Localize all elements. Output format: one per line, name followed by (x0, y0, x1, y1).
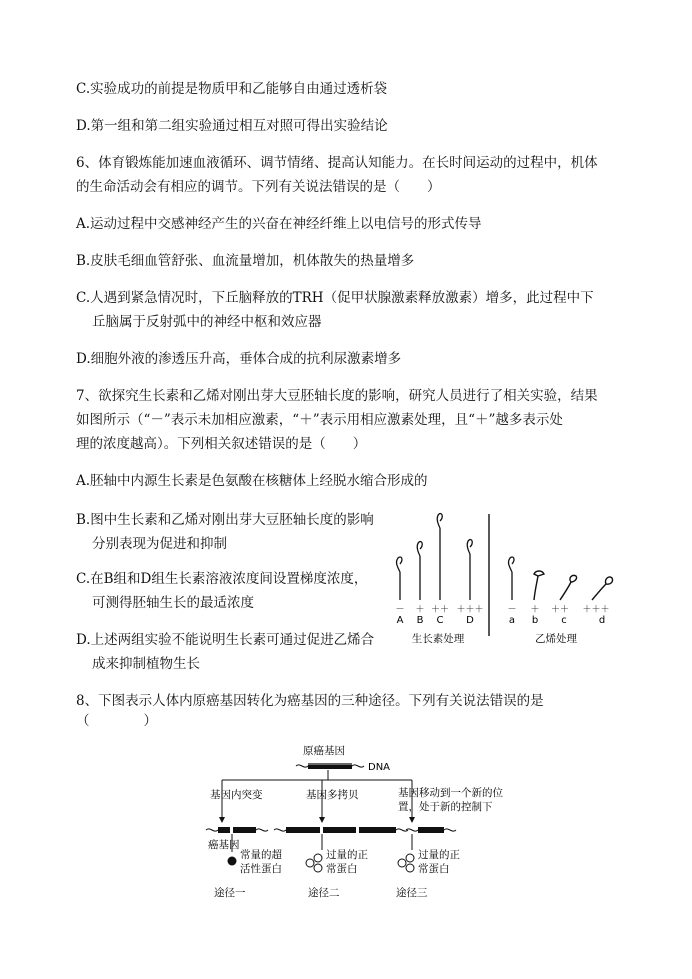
seedling-c-auxin (437, 514, 442, 600)
path-2-label: 途径二 (308, 887, 340, 899)
sign-b-ethylene: ＋ (530, 605, 540, 615)
sign-a-auxin: － (395, 605, 405, 615)
auxin-treatment-label: 生长素处理 (411, 633, 465, 645)
question-6-option-d: D.细胞外液的渗透压升高，垂体合成的抗利尿激素增多 (76, 351, 402, 367)
sign-c-ethylene: ＋＋ (550, 605, 570, 615)
oncogene-pathway-figure (200, 740, 503, 910)
question-7-stem-line2: 如图所示（“－”表示未加相应激素，“＋”表示用相应激素处理，且“＋”越多表示处 (76, 412, 563, 428)
route-3-label-line2: 置，处于新的控制下 (398, 801, 493, 813)
question-7-stem-line1: 7、欲探究生长素和乙烯对刚出芽大豆胚轴长度的影响，研究人员进行了相关实验，结果 (76, 388, 598, 404)
question-7-option-c-line2: 可测得胚轴生长的最适浓度 (92, 595, 254, 611)
arrow-2 (319, 817, 325, 823)
route-3-dna (406, 827, 456, 833)
normal-protein-icon-2b (314, 864, 322, 872)
arrow-1 (219, 817, 225, 823)
question-6-stem-line2: 的生命活动会有相应的调节。下列有关说法错误的是（ ） (76, 179, 441, 195)
route-2-protein-line1: 过量的正 (326, 849, 368, 861)
letter-d-auxin: D (466, 615, 474, 626)
question-6-option-c-line2: 丘脑属于反射弧中的神经中枢和效应器 (92, 314, 322, 330)
route-3-protein-line2: 常蛋白 (418, 863, 450, 875)
sign-b-auxin: ＋ (415, 605, 425, 615)
question-8-stem-line1: 8、下图表示人体内原癌基因转化为癌基因的三种途径。下列有关说法错误的是 (76, 693, 544, 709)
question-6-option-b: B.皮肤毛细血管舒张、血流量增加，机体散失的热量增多 (76, 253, 415, 269)
route-2-dna (274, 827, 408, 833)
letter-c-ethylene: c (561, 615, 567, 626)
question-6-option-a: A.运动过程中交感神经产生的兴奋在神经纤维上以电信号的形式传导 (76, 216, 482, 232)
route-1-dna (206, 827, 268, 833)
sign-d-auxin: ＋＋＋ (456, 605, 484, 615)
oncogene-label: 癌基因 (208, 839, 240, 851)
normal-protein-icon-3c (398, 859, 406, 867)
question-6-stem-line1: 6、体育锻炼能加速血液循环、调节情绪、提高认知能力。在长时间运动的过程中，机体 (76, 155, 598, 171)
proto-oncogene-dna (296, 763, 364, 769)
question-7-option-d-line1: D.上述两组实验不能说明生长素可通过促进乙烯合 (76, 632, 375, 648)
question-7-option-b-line1: B.图中生长素和乙烯对刚出芽大豆胚轴长度的影响 (76, 512, 374, 528)
letter-a-ethylene: a (508, 615, 516, 626)
option-d-previous: D.第一组和第二组实验通过相互对照可得出实验结论 (76, 118, 388, 134)
route-1-protein-line2: 活性蛋白 (240, 863, 282, 875)
route-1-protein-line1: 常量的超 (240, 849, 282, 861)
sign-a-ethylene: － (507, 605, 517, 615)
ethylene-treatment-label: 乙烯处理 (535, 633, 577, 645)
question-6-option-c-line1: C.人遇到紧急情况时，下丘脑释放的TRH（促甲状腺激素释放激素）增多，此过程中下 (76, 290, 594, 306)
seedling-d-auxin (467, 540, 472, 600)
letter-d-ethylene: d (598, 615, 606, 626)
hypocotyl-experiment-figure (388, 508, 624, 646)
question-7-option-d-line2: 成来抑制植物生长 (92, 656, 200, 672)
letter-b-auxin: B (416, 615, 424, 626)
seedling-a-ethylene (509, 557, 514, 600)
arrow-3 (409, 817, 415, 823)
letter-b-ethylene: b (531, 615, 539, 626)
normal-protein-icon-2c (306, 859, 314, 867)
sign-c-auxin: ＋＋ (430, 605, 450, 615)
route-1-label: 基因内突变 (210, 789, 263, 801)
route-3-label-line1: 基因移动到一个新的位 (398, 787, 503, 799)
seedling-d-ethylene (592, 577, 613, 600)
seedling-b-auxin (417, 542, 422, 600)
option-c-previous: C.实验成功的前提是物质甲和乙能够自由通过透析袋 (76, 81, 388, 97)
route-2-label: 基因多拷贝 (306, 789, 359, 801)
question-7-option-b-line2: 分别表现为促进和抑制 (92, 536, 227, 552)
normal-protein-icon-2a (314, 854, 322, 862)
question-7-option-a: A.胚轴中内源生长素是色氨酸在核糖体上经脱水缩合形成的 (76, 473, 428, 489)
route-3-protein-line1: 过量的正 (418, 849, 460, 861)
path-1-label: 途径一 (214, 887, 246, 899)
seedling-a-auxin (397, 557, 402, 600)
question-8-stem-line2: （ ） (76, 713, 157, 729)
letter-a-auxin: A (396, 615, 404, 626)
seedling-c-ethylene (560, 575, 577, 600)
normal-protein-icon-3a (406, 854, 414, 862)
hyperactive-protein-icon (228, 857, 237, 866)
route-2-protein-line2: 常蛋白 (326, 863, 358, 875)
path-3-label: 途径三 (396, 887, 428, 899)
normal-protein-icon-3b (406, 864, 414, 872)
sign-d-ethylene: ＋＋＋ (582, 605, 610, 615)
letter-c-auxin: C (436, 615, 444, 626)
question-7-stem-line3: 理的浓度越高）。下列相关叙述错误的是（ ） (76, 436, 367, 452)
proto-oncogene-label: 原癌基因 (303, 745, 345, 757)
question-7-option-c-line1: C.在B组和D组生长素溶液浓度间设置梯度浓度， (76, 571, 368, 587)
seedling-b-ethylene (534, 571, 544, 600)
dna-label: DNA (368, 762, 391, 773)
